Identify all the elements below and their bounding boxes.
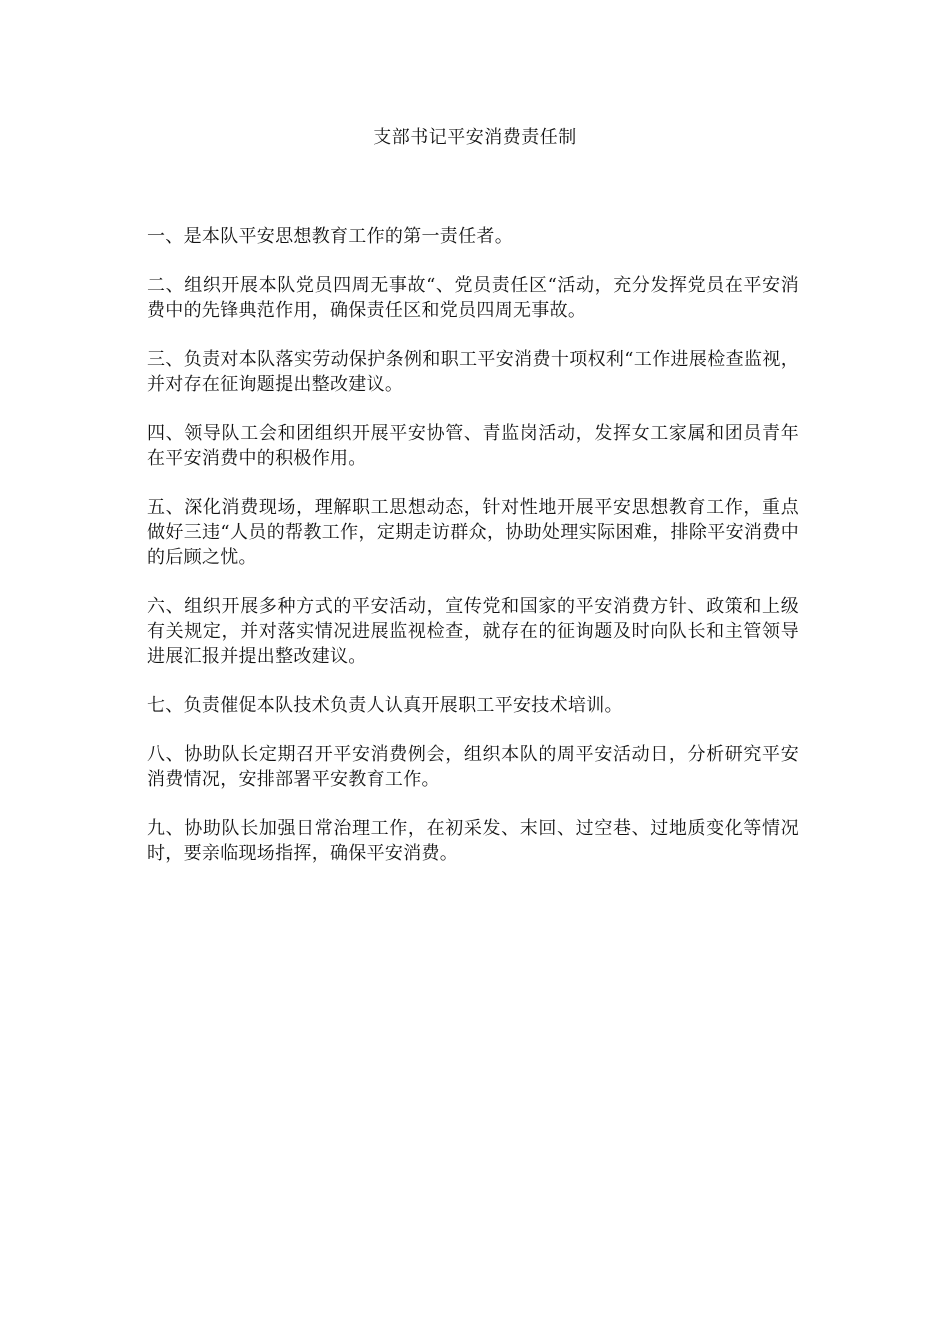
paragraph-7: 七、负责催促本队技术负责人认真开展职工平安技术培训。 xyxy=(147,695,623,716)
paragraph-1: 一、是本队平安思想教育工作的第一责任者。 xyxy=(147,226,513,247)
document-title: 支部书记平安消费责任制 xyxy=(373,127,577,148)
paragraph-9: 九、协助队长加强日常治理工作，在初采发、末回、过空巷、过地质变化等情况时，要亲临现场指挥，确保平安消费。 xyxy=(147,818,799,864)
document-body xyxy=(147,224,799,890)
paragraph-6: 六、组织开展多种方式的平安活动，宣传党和国家的平安消费方针、政策和上级有关规定，并对落实情况进展监视检查，就存在的征询题及时向队长和主管领导进展汇报并提出整改建议。 xyxy=(147,596,799,667)
paragraph-2: 二、组织开展本队党员四周无事故“、党员责任区“活动，充分发挥党员在平安消费中的先锋典范作用，确保责任区和党员四周无事故。 xyxy=(147,275,799,321)
paragraph-3: 三、负责对本队落实劳动保护条例和职工平安消费十项权利“工作进展检查监视，并对存在征询题提出整改建议。 xyxy=(147,349,799,395)
paragraph-5: 五、深化消费现场，理解职工思想动态，针对性地开展平安思想教育工作，重点做好三违“人员的帮教工作，定期走访群众，协助处理实际困难，排除平安消费中的后顾之忧。 xyxy=(147,497,799,568)
paragraph-8: 八、协助队长定期召开平安消费例会，组织本队的周平安活动日，分析研究平安消费情况，安排部署平安教育工作。 xyxy=(147,744,799,790)
paragraph-4: 四、领导队工会和团组织开展平安协管、青监岗活动，发挥女工家属和团员青年在平安消费中的积极作用。 xyxy=(147,423,799,469)
